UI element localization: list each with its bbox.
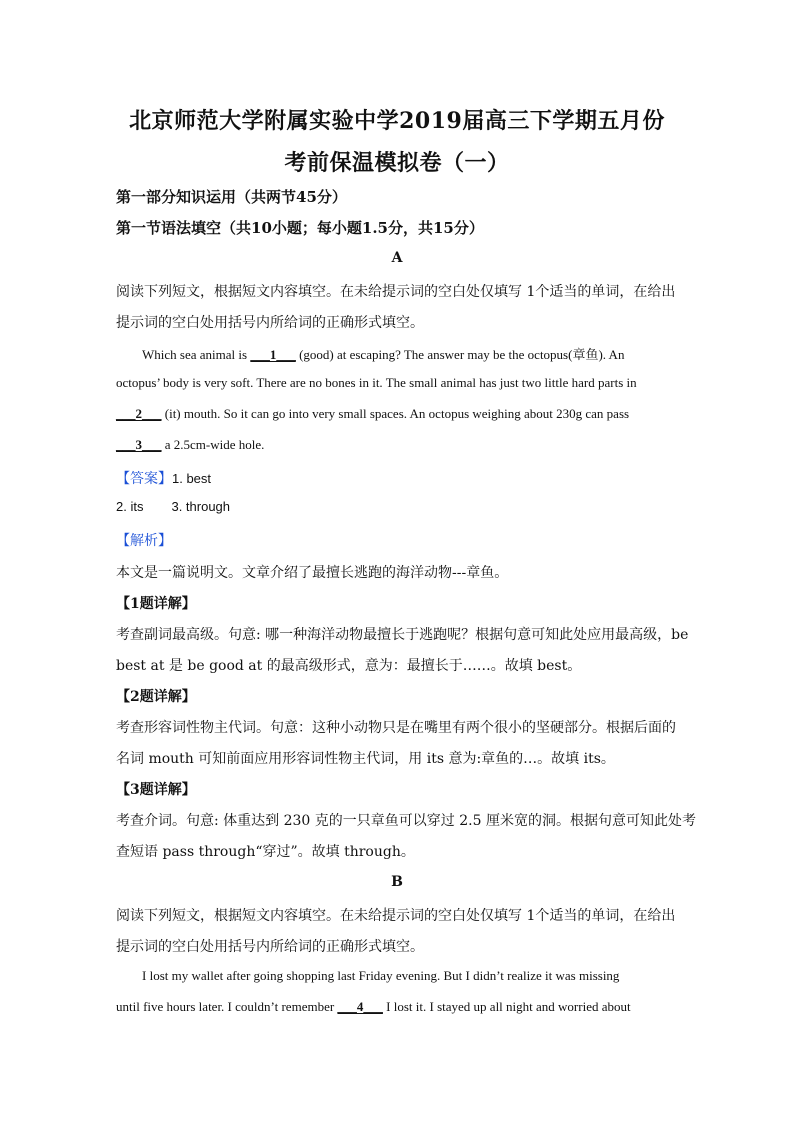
q2-label: 【2题详解】 — [116, 689, 196, 705]
answer-line-1 — [116, 468, 682, 488]
q2-explanation-1: 考查形容词性物主代词。句意：这种小动物只是在嘴里有两个很小的坚硬部分。根据后面的 — [116, 720, 676, 736]
q1-label: 【1题详解】 — [116, 596, 196, 612]
analysis-summary: 本文是一篇说明文。文章介绍了最擅长逃跑的海洋动物---章鱼。 — [116, 565, 509, 581]
blank-3: ___3___ — [116, 437, 162, 452]
q1-explanation-1: 考查副词最高级。句意: 哪一种海洋动物最擅长于逃跑呢？根据句意可知此处应用最高级，be — [116, 627, 689, 643]
answer-3: 3. through — [171, 499, 231, 514]
passage-b-instruction-1: 阅读下列短文，根据短文内容填空。在未给提示词的空白处仅填写 1个适当的单词，在给出 — [116, 908, 676, 924]
passage-a-label: A — [391, 250, 403, 266]
passage-a-line-1 — [142, 344, 682, 363]
analysis-tag: 【解析】 — [116, 533, 172, 549]
blank-2: ___2___ — [116, 406, 162, 421]
passage-a-instruction-2: 提示词的空白处用括号内所给词的正确形式填空。 — [116, 315, 424, 331]
blank-1: ___1___ — [250, 347, 296, 362]
passage-b-label: B — [391, 874, 403, 890]
passage-a-instruction-1: 阅读下列短文，根据短文内容填空。在未给提示词的空白处仅填写 1个适当的单词，在给出 — [116, 284, 676, 300]
part-heading: 第一部分知识运用（共两节45分） — [116, 188, 347, 206]
q1-explanation-2: best at 是 be good at 的最高级形式，意为：最擅长于……。故填 best。 — [116, 658, 582, 674]
q3-label: 【3题详解】 — [116, 782, 196, 798]
section-heading: 第一节语法填空（共10小题；每小题1.5分，共15分） — [116, 219, 484, 237]
passage-b-line-1: I lost my wallet after going shopping last Friday evening. But I didn’t realize it was missing — [142, 968, 620, 983]
passage-text: a 2.5cm-wide hole. — [161, 437, 265, 452]
passage-text: until five hours later. I couldn’t remember — [116, 999, 338, 1014]
document-title: 北京师范大学附属实验中学2019届高三下学期五月份 — [129, 108, 665, 134]
passage-a-line-3 — [116, 406, 682, 422]
answer-tag: 【答案】 — [116, 471, 172, 487]
blank-4: ___4___ — [337, 999, 383, 1014]
answer-1: 1. best — [172, 471, 212, 486]
passage-text: I lost it. I stayed up all night and worried about — [382, 999, 631, 1014]
passage-text: (it) mouth. So it can go into very small spaces. An octopus weighing about 230g can pass — [161, 406, 630, 421]
answer-2: 2. its — [116, 499, 144, 514]
document-subtitle: 考前保温模拟卷（一） — [284, 150, 510, 176]
q2-explanation-2: 名词 mouth 可知前面应用形容词性物主代词，用 its 意为:章鱼的…。故填 its。 — [116, 751, 615, 767]
passage-text: (good) at escaping? The answer may be the octopus(章鱼). An — [295, 347, 625, 362]
answer-line-2 — [116, 499, 682, 514]
passage-b-instruction-2: 提示词的空白处用括号内所给词的正确形式填空。 — [116, 939, 424, 955]
passage-text: Which sea animal is — [142, 347, 251, 362]
q3-explanation-2: 查短语 pass through“穿过”。故填 through。 — [116, 844, 415, 860]
passage-a-line-4 — [116, 437, 682, 453]
q3-explanation-1: 考查介词。句意: 体重达到 230 克的一只章鱼可以穿过 2.5 厘米宽的洞。根据句意可知此处考 — [116, 813, 696, 829]
passage-a-line-2: octopus’ body is very soft. There are no bones in it. The small animal has just two little hard parts in — [116, 375, 637, 390]
passage-b-line-2 — [116, 999, 682, 1015]
